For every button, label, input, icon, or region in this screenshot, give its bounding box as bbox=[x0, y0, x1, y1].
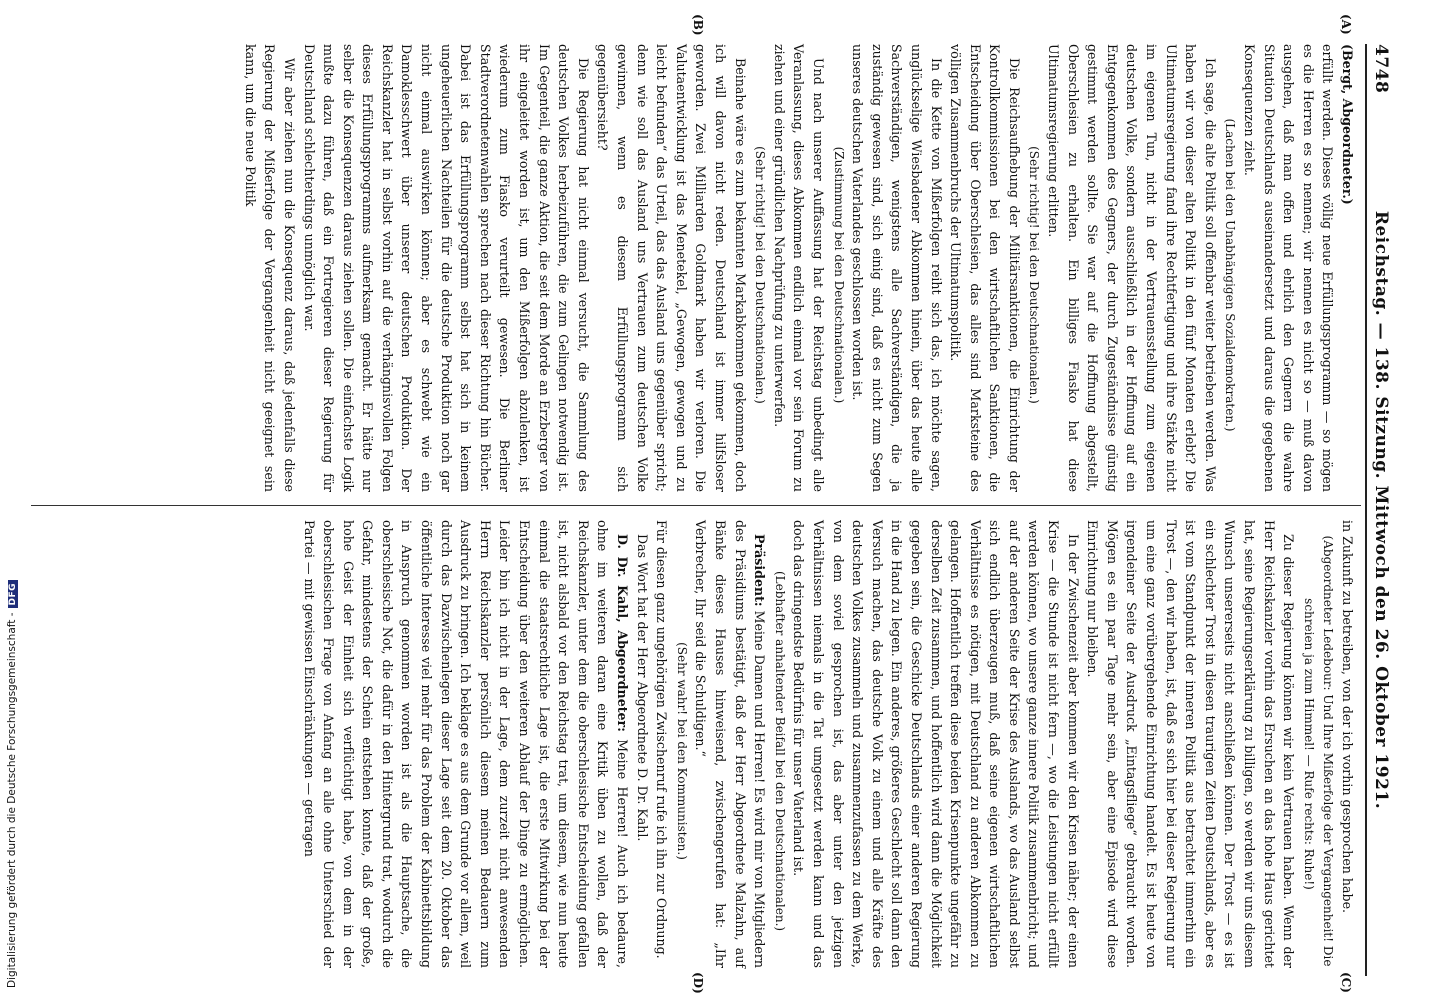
credit-text: Digitalisierung gefördert durch die Deutsche Forschungsgemeinschaft - bbox=[6, 612, 18, 988]
interjection bbox=[750, 44, 770, 492]
body-paragraph bbox=[299, 44, 593, 492]
interjection bbox=[1298, 520, 1337, 968]
paragraph-text: erfüllt werden. Dieses völlig neue Erfüllungsprogramm — so mögen es die Herren es so nennen; wir nennen es nicht so — muß davon ausgehen, daß man offen und ehrlich den Gegnern die wahre Situation Deutschlands auseinandersetzt und daraus die gegebenen Konsequenzen zieht. bbox=[1242, 44, 1336, 492]
body-paragraph bbox=[240, 44, 299, 492]
body-paragraph bbox=[1083, 520, 1299, 968]
page-number: 4748 bbox=[1371, 44, 1391, 94]
left-text-column bbox=[37, 44, 1357, 492]
body-paragraph bbox=[299, 520, 632, 968]
paragraph-text: In die Kette von Mißerfolgen reiht sich das, ich möchte sagen, unglückselige Wiesbadener Abkommen hinein, über das heute alle Sachverständigen, wenigstens alle Sachverständigen, die ja zuständig gewesen sind, sich einig sind, daß es nicht zum Segen unseres deutschen Vaterlandes geschlossen worden ist. bbox=[850, 44, 944, 492]
dfg-logo: DFG bbox=[8, 580, 18, 609]
column-divider bbox=[31, 505, 1361, 506]
body-paragraph bbox=[1337, 44, 1357, 492]
paragraph-text: Meine Damen und Herren! Es wird mir von Mitgliedern des Präsidiums bestätigt, daß der Herr Abgeordnete Malzahn, auf Bänke dieses Hauses hinweisend, zwischengerufen hat: „Ihr Verbrecher, Ihr seid die Schuldigen.“ bbox=[693, 520, 768, 968]
body-paragraph bbox=[946, 44, 1024, 492]
running-title: Reichstag. — 138. Sitzung. Mittwoch den 26. Oktober 1921. bbox=[1371, 210, 1391, 810]
paragraph-text: Die Reichsaufhebung der Militärsanktionen, die Einrichtung der Kontrollkommissionen bei den wirtschaftlichen Sanktionen, die Entscheidung über Oberschlesien, das alles sind Marksteine des völligen Zusammenbruchs der Ultimatumspolitik. bbox=[948, 44, 1022, 492]
paragraph-text: Das Wort hat der Herr Abgeordnete D. Dr. Kahl. bbox=[634, 534, 650, 842]
margin-marker-b: (B) bbox=[691, 14, 705, 36]
body-paragraph bbox=[789, 520, 1083, 968]
body-paragraph bbox=[632, 520, 652, 968]
margin-marker-d: (D) bbox=[691, 972, 705, 994]
paragraph-text: Zu dieser Regierung können wir kein Vertrauen haben. Wenn der Herr Reichskanzler vorhin das Ersuchen an das hohe Haus gerichtet hat, seine Regierungserklärung zu billigen, so werden wir uns diesem Wunsch unsererseits nicht anschließen können. Der Trost — es ist ein schlechter Trost in diesen traurigen Zeiten Deutschlands, aber es ist vom Standpunkt der inneren Politik aus betrachtet immerhin ein Trost —, den wir haben, ist, daß es sich hier bei dieser Regierung nur um eine ganz vorübergehende Einrichtung handelt. Es ist heute von irgendeiner Seite der Ausdruck „Eintagsfliege“ gebraucht worden. Mögen es ein paar Tage mehr sein, aber eine Episode wird diese Einrichtung nur bleiben. bbox=[1085, 520, 1297, 968]
body-paragraph bbox=[652, 520, 672, 968]
paragraph-text: Wir aber ziehen nun die Konsequenz daraus, daß jedenfalls diese Regierung der Mißerfolge der Vergangenheit nicht geeignet sein kann, um die neue Politik bbox=[242, 44, 297, 492]
paragraph-text: Beinahe wäre es zum bekannten Markabkommen gekommen, doch ich will davon nicht reden. Deutschland ist immer hilfsloser geworden. Zwei Milliarden Goldmark haben wir verloren. Die Valutaentwicklung ist das Menetekel, „Gewogen, gewogen und zu leicht befunden“ das Urteil, das das Ausland uns gegenüber spricht; denn wie soll das Ausland uns Vertrauen zum deutschen Volke gewinnen, wenn es diesem Erfüllungsprogramm sich gegenübersieht? bbox=[595, 44, 748, 492]
body-paragraph bbox=[1239, 44, 1337, 492]
paragraph-text: Ich sage, die alte Politik soll offenbar weiter betrieben werden. Was haben wir von dieser alten Politik in den fünf Monaten erlebt? Die Ultimatumsregierung fand ihre Rechtfertigung und ihre Stärke nicht im eigenen Tun, nicht in der Vertrauensstellung zum eigenen deutschen Volke, sondern ausschließlich in der Hoffnung auf ein Entgegenkommen des Gegners, der durch Zugeständnisse günstig gestimmt werden sollte. Sie war auf die Hoffnung abgestellt, Oberschlesien zu erhalten. Ein billiges Fiasko hat diese Ultimatumsregierung erlitten. bbox=[1046, 44, 1218, 492]
body-paragraph bbox=[1044, 44, 1220, 492]
paragraph-text: (Lachen bei den Unabhängigen Sozialdemokraten.) bbox=[1223, 118, 1238, 432]
paragraph-text: Und nach unserer Auffassung hat der Reichstag unbedingt alle Veranlassung, dieses Abkommen endlich einmal vor sein Forum zu ziehen und einer gründlichen Nachprüfung zu unterwerfen. bbox=[771, 44, 826, 492]
body-paragraph bbox=[593, 44, 750, 492]
speaker-name: D. Dr. Kahl, Abgeordneter: bbox=[615, 534, 631, 732]
margin-marker-a: (A) bbox=[1339, 14, 1353, 35]
document-page bbox=[15, 0, 1405, 1000]
margin-marker-c: (C) bbox=[1339, 972, 1353, 993]
interjection bbox=[828, 44, 848, 492]
paragraph-text: (Sehr wahr! bei den Kommunisten.) bbox=[674, 642, 689, 860]
paragraph-text: Für diesen ganz ungehörigen Zwischenruf rufe ich ihn zur Ordnung. bbox=[654, 520, 670, 959]
page-header bbox=[1365, 44, 1397, 976]
paragraph-text: Die Regierung hat nicht einmal versucht, die Sammlung des deutschen Volkes herbeizuführen, die zum Gelingen notwendig ist. Im Gegenteil, die ganze Aktion, die seit dem Morde an Erzberger von ihr eingeleitet worden ist, um den Mißerfolgen abzulenken, ist wiederum zum Fiasko verurteilt gewesen. Die Berliner Stadtverordnetenwahlen sprechen nach dieser Richtung hin Bücher. Dabei ist das Erfüllungsprogramm selbst hat sich in keinem ungeheuerlichen Nachteilen für die deutsche Produktion noch gar nicht einmal auswirken können; aber es schwebt wie ein Damoklesschwert über unserer deutschen Produktion. Der Reichskanzler hat in selbst vorhin auf die verhängnisvollen Folgen dieses Erfüllungsprogramms aufmerksam gemacht. Er hätte nur selber die Konsequenzen daraus ziehen sollen. Die einfachste Logik mußte dazu führen, daß ein Fortregieren dieser Regierung für Deutschland schlechterdings unmöglich war. bbox=[301, 44, 591, 492]
paragraph-text: In der Zwischenzeit aber kommen wir den Krisen näher; der einen Krise — die Stunde ist nicht fern —, wo die Leistungen nicht erfüllt werden können, wo unsere ganze innere Politik zusammenbricht; und auf der anderen Seite der Krise des Auslands, wo das Ausland selbst sich endlich überzeugen muß, daß seine eigenen wirtschaftlichen Verhältnisse es nötigen, mit Deutschland zu anderen Abkommen zu gelangen. Hoffentlich treffen diese beiden Krisenpunkte ungefähr zu derselben Zeit zusammen, und hoffentlich wird dann die Möglichkeit gegeben sein, die Geschicke Deutschlands einer anderen Regierung in die Hand zu legen. Ein anderes, größeres Geschlecht soll dann den Versuch machen, das deutsche Volk zu einem und alle Kräfte des deutschen Volkes zusammeln und zusammenzufassen zu dem Werke, von dem soviel gesprochen ist, das aber unter den jetzigen Verhältnissen niemals in die Tat umgesetzt werden kann und das doch das dringendste Bedürfnis für unser Vaterland ist. bbox=[791, 520, 1081, 968]
paragraph-text: (Sehr richtig! bei den Deutschnationalen.) bbox=[753, 146, 768, 404]
speaker-name: Präsident: bbox=[752, 534, 768, 607]
body-paragraph bbox=[691, 520, 769, 968]
paragraph-text: in Zukunft zu betreiben, von der ich vorhin gesprochen habe. bbox=[1340, 520, 1355, 914]
paragraph-text: (Lebhafter anhaltender Beifall bei den Deutschnationalen.) bbox=[772, 570, 787, 932]
paragraph-text: (Abgeordneter Ledebour: Und Ihre Mißerfolge der Vergangenheit! Die schreien ja zum Himmel! — Rufe rechts: Ruhe!) bbox=[1301, 535, 1336, 967]
speaker-name: (Bergt, Abgeordneter.) bbox=[1340, 44, 1355, 205]
body-paragraph bbox=[1337, 520, 1357, 968]
interjection bbox=[1220, 44, 1240, 492]
interjection bbox=[769, 520, 789, 968]
interjection bbox=[671, 520, 691, 968]
body-paragraph bbox=[769, 44, 828, 492]
paragraph-text: (Zustimmung bei den Deutschnationalen.) bbox=[831, 146, 846, 404]
paragraph-text: (Sehr richtig! bei den Deutschnationalen.) bbox=[1027, 146, 1042, 404]
interjection bbox=[1024, 44, 1044, 492]
right-text-column bbox=[37, 520, 1357, 968]
body-paragraph bbox=[848, 44, 946, 492]
paragraph-text: Meine Herren! Auch ich bedaure, ohne im weiteren daran eine Kritik üben zu wollen, daß der Reichskanzler, unter dem die oberschlesische Entscheidung gefallen ist, nicht alsbald vor den Reichstag trat, um diesem, wie nun heute einmal die staatsrechtliche Lage ist, die erste Mitwirkung bei der Entscheidung über den weiteren Ablauf der Dinge zu ermöglichen. Leider bin ich nicht in der Lage, dem zurzeit nicht anwesenden Herrn Reichskanzler persönlich diesem meinen Bedauern zum Ausdruck zu bringen. Ich beklage es aus dem Grunde vor allem, weil durch das Dazwischenlegen dieser Lage seit dem 20. Oktober das öffentliche Interesse viel mehr für das Problem der Kabinettsbildung in Anspruch genommen worden ist als die Hauptsache, die oberschlesische Not, die dafür in den Hintergrund trat, wodurch die Gefahr, mindestens der Schein entstehen konnte, daß der große, hohe Geist der Einheit sich verflüchtigt habe, von dem in der oberschlesischen Frage von Anfang an alle ohne Unterschied der Partei — mit gewissen Einschränkungen — getragen bbox=[301, 520, 631, 968]
digitization-credit bbox=[6, 580, 18, 988]
